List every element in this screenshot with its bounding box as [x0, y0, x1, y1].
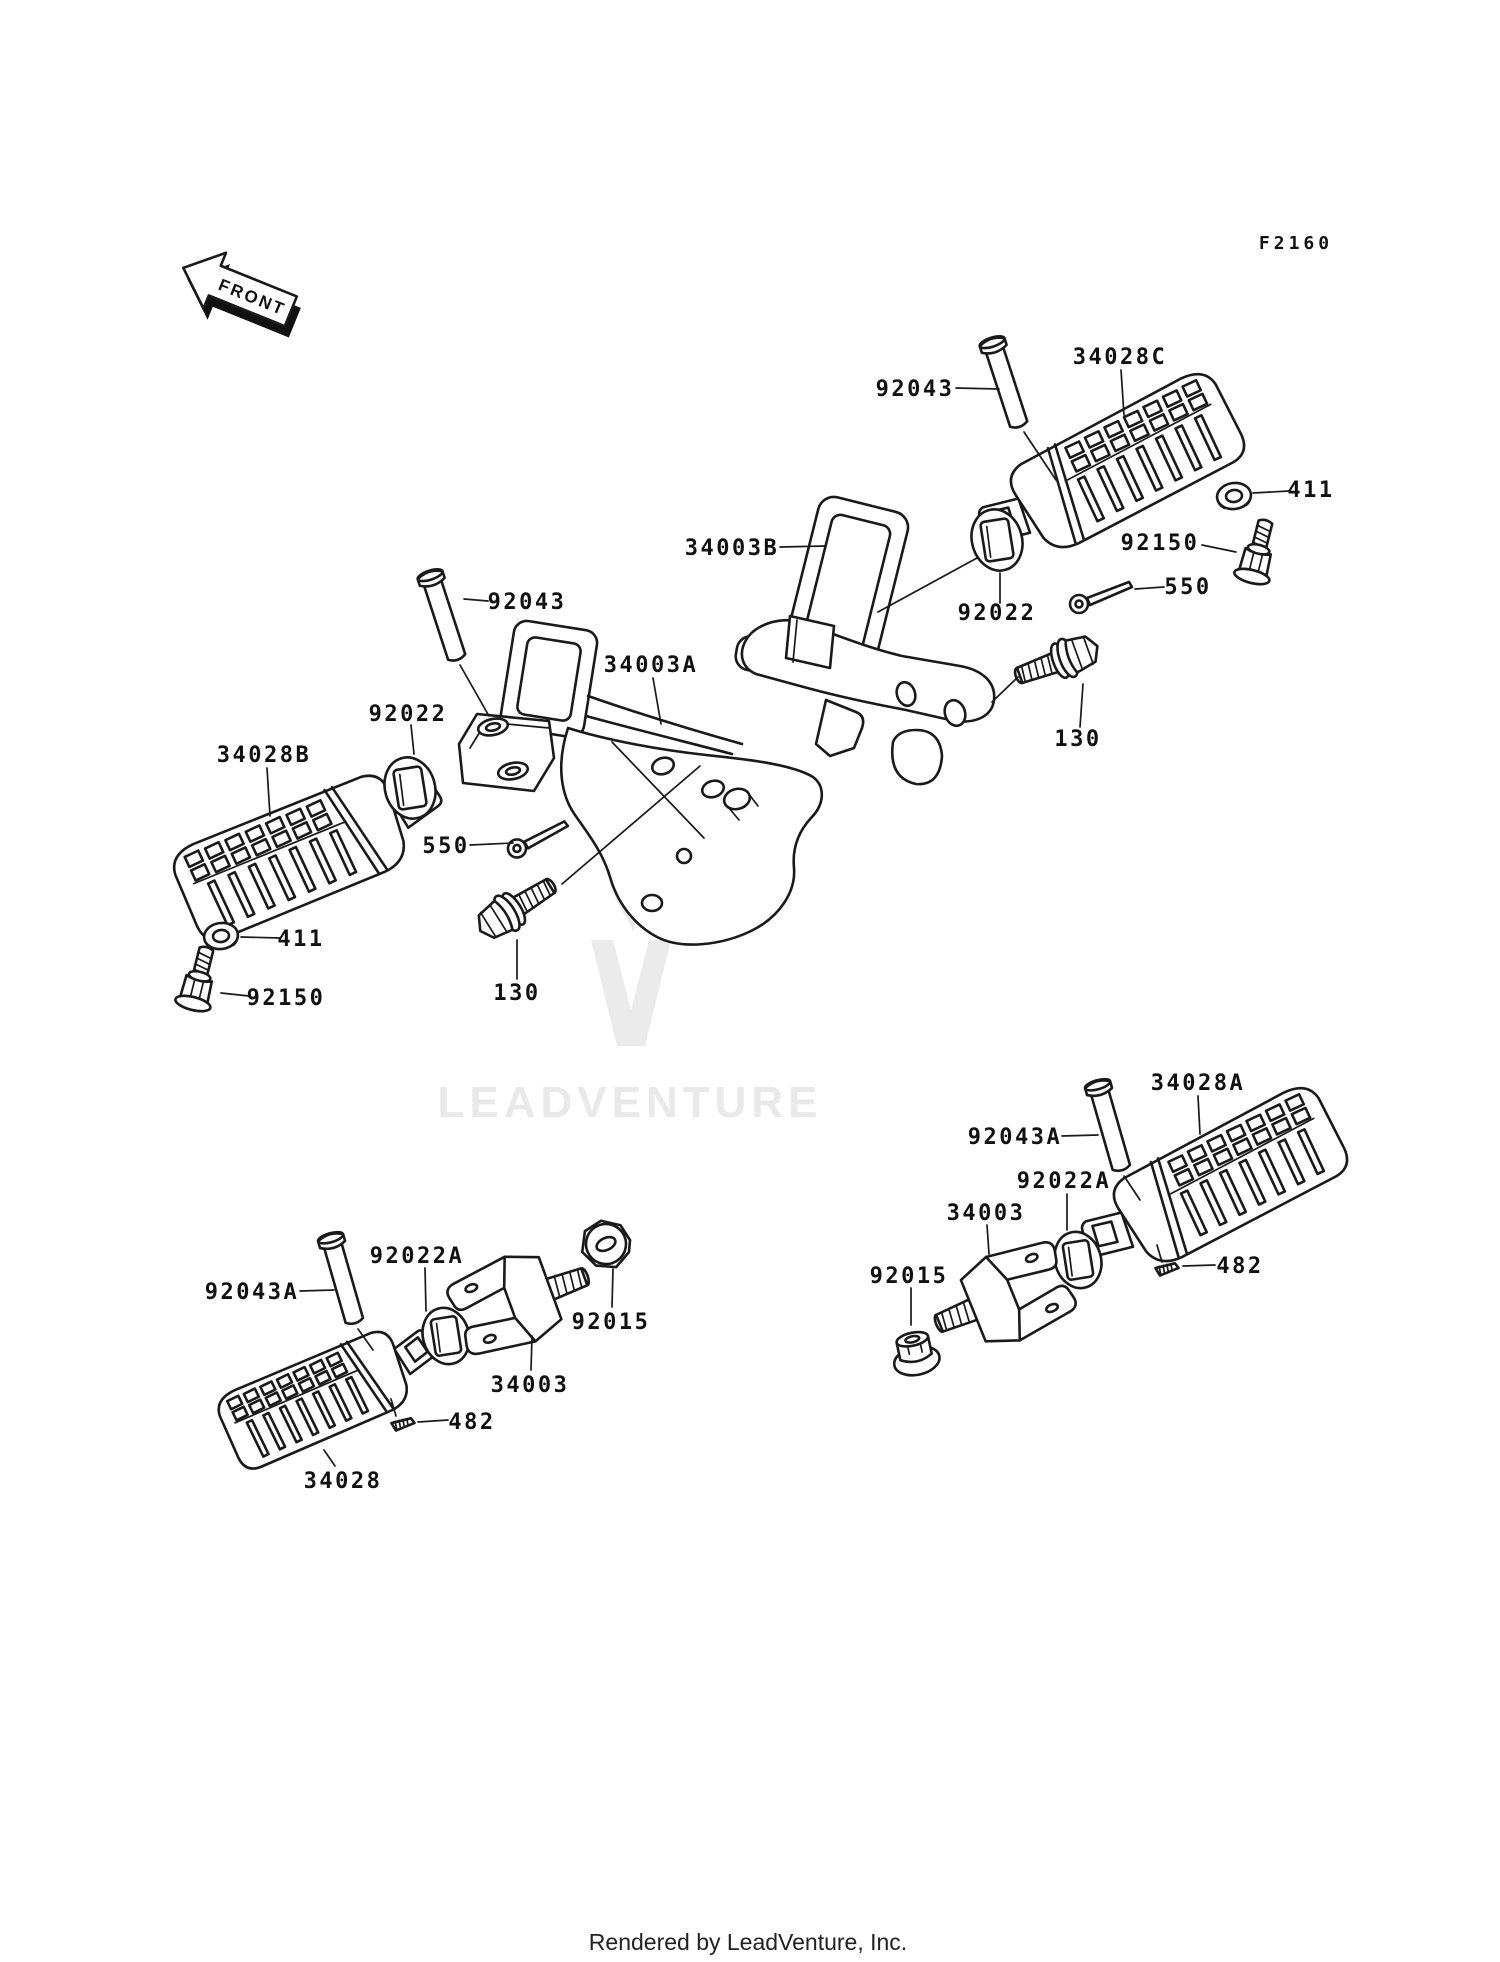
leader-line: [221, 993, 249, 996]
leader-line: [1253, 491, 1289, 493]
callout-92022a-right[interactable]: 92022A: [1016, 1169, 1112, 1194]
leader-line: [1062, 1135, 1098, 1136]
callout-34003b[interactable]: 34003B: [684, 536, 780, 561]
callout-130-left[interactable]: 130: [493, 981, 541, 1006]
leader-line: [992, 677, 1018, 702]
leader-line: [241, 937, 280, 938]
leader-line: [418, 1420, 448, 1422]
part-flange-nut-92015-right: [888, 1328, 942, 1379]
part-bolt-130-left: [469, 867, 564, 947]
part-screw-482-left: [391, 1416, 415, 1431]
leader-line: [300, 1290, 334, 1291]
leader-line: [1121, 370, 1124, 415]
front-arrow-label: FRONT: [215, 275, 289, 320]
leader-line: [531, 1336, 532, 1370]
leader-line: [780, 546, 826, 547]
leader-line: [324, 1450, 335, 1466]
callout-34028b[interactable]: 34028B: [216, 743, 312, 768]
callout-92043a-right[interactable]: 92043A: [967, 1125, 1063, 1150]
leader-line: [1202, 545, 1236, 552]
callout-92022-left[interactable]: 92022: [368, 702, 448, 727]
callout-92015-left[interactable]: 92015: [571, 1310, 651, 1335]
footer-credit: Rendered by LeadVenture, Inc.: [588, 1929, 908, 1955]
leader-line: [1135, 587, 1164, 589]
callout-92150-right[interactable]: 92150: [1120, 531, 1200, 556]
leader-line: [411, 725, 414, 754]
leader-line: [464, 599, 488, 601]
part-bolt-92150-left: [174, 943, 225, 1014]
part-bolt-92150-right: [1233, 516, 1284, 587]
callout-34003a[interactable]: 34003A: [603, 653, 699, 678]
callout-92022-right[interactable]: 92022: [957, 601, 1037, 626]
callout-482-right[interactable]: 482: [1216, 1254, 1264, 1279]
part-flange-nut-92015-left: [579, 1218, 633, 1270]
callout-34028a[interactable]: 34028A: [1150, 1071, 1246, 1096]
callout-482-left[interactable]: 482: [448, 1410, 496, 1435]
part-cotter-pin-550-right: [1070, 582, 1132, 613]
callout-92022a-left[interactable]: 92022A: [369, 1244, 465, 1269]
part-pin-92043-left: [416, 567, 470, 664]
part-bolt-130-right: [1009, 628, 1104, 695]
callout-411-left[interactable]: 411: [277, 927, 325, 952]
callout-92150-left[interactable]: 92150: [246, 986, 326, 1011]
callout-34003-right[interactable]: 34003: [946, 1201, 1026, 1226]
callout-92015-right[interactable]: 92015: [869, 1264, 949, 1289]
callout-92043-upper-right[interactable]: 92043: [875, 377, 955, 402]
part-washer-411-right: [1215, 481, 1252, 511]
leader-line: [425, 1268, 426, 1311]
part-footpeg-34028: [211, 1303, 452, 1480]
front-direction-arrow-icon: [169, 240, 310, 350]
part-cotter-pin-550-left: [506, 821, 571, 858]
callout-34028[interactable]: 34028: [303, 1469, 383, 1494]
part-pin-92043a-left: [317, 1230, 368, 1327]
leader-line: [1183, 1265, 1215, 1266]
part-screw-482-right: [1155, 1261, 1179, 1276]
callout-92043-left[interactable]: 92043: [487, 590, 567, 615]
leader-line: [1080, 684, 1083, 727]
leader-line: [267, 768, 270, 816]
callout-92043a-left[interactable]: 92043A: [204, 1280, 300, 1305]
leader-line: [956, 388, 999, 389]
part-pin-92043-upper-right: [978, 334, 1032, 431]
leader-line: [460, 665, 489, 716]
callout-550-left[interactable]: 550: [422, 834, 470, 859]
callout-34003-left[interactable]: 34003: [490, 1373, 570, 1398]
callout-34028c[interactable]: 34028C: [1072, 345, 1168, 370]
leader-line: [987, 1225, 989, 1254]
callout-130-right[interactable]: 130: [1054, 727, 1102, 752]
part-pin-92043a-right: [1084, 1077, 1135, 1174]
leader-line: [612, 1269, 613, 1307]
leader-line: [1198, 1096, 1200, 1134]
diagram-code: F2160: [1258, 233, 1334, 254]
callout-550-right[interactable]: 550: [1164, 575, 1212, 600]
part-clevis-34003-left: [442, 1232, 602, 1364]
leader-line: [470, 843, 513, 845]
callout-411-right[interactable]: 411: [1287, 478, 1335, 503]
watermark-text: LEADVENTURE: [437, 1078, 823, 1127]
